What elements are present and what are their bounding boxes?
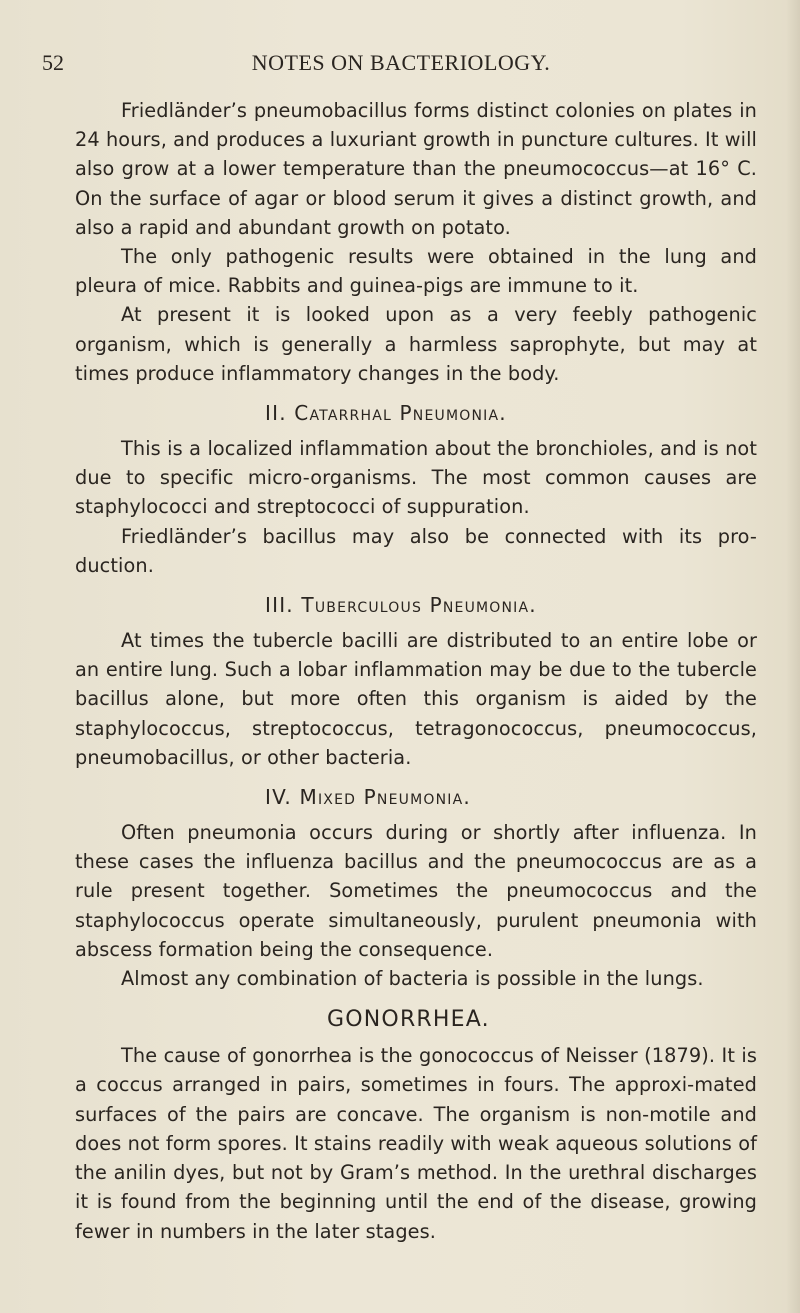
section-heading-mixed-pneumonia: IV. Mixed Pneumonia. xyxy=(265,785,471,810)
section-heading-catarrhal-pneumonia: II. Catarrhal Pneumonia. xyxy=(265,401,507,426)
paragraph: This is a localized inflammation about the bronchioles, and is not due to specific micro-organisms. The most common causes are staphylococci and streptococci of suppuration. xyxy=(75,437,757,519)
paragraph: At present it is looked upon as a very feebly pathogenic organism, which is generally a harmless saprophyte, but may at times produce inflammatory changes in the body. xyxy=(75,303,757,385)
paragraph: Friedländer’s pneumobacillus forms distinct colonies on plates in 24 hours, and produces a luxuriant growth in puncture cultures. It will also grow at a lower temperature than the pneumococcus—at 16° C. On the surface of agar or blood serum it gives a distinct growth, and also a rapid and abundant growth on potato. xyxy=(75,99,757,239)
page-number: 52 xyxy=(42,50,64,75)
paragraph: The cause of gonorrhea is the gonococcus of Neisser (1879). It is a coccus arranged in pairs, sometimes in fours. The approxi-mated surfaces of the pairs are concave. The organism is non-motile and does not form spores. It stains readily with weak aqueous solutions of the anilin dyes, but not by Gram’s method. In the urethral discharges it is found from the beginning until the end of the disease, growing fewer in numbers in the later stages. xyxy=(75,1044,757,1243)
body-text xyxy=(75,96,757,1246)
paragraph: Almost any combination of bacteria is possible in the lungs. xyxy=(121,967,704,991)
paragraph: At times the tubercle bacilli are distributed to an entire lobe or an entire lung. Such a lobar inflammation may be due to the tubercle bacillus alone, but more often this organism is aided by the staphylococcus, streptococcus, tetragonococcus, pneumococcus, pneumobacillus, or other bacteria. xyxy=(75,629,757,769)
section-heading-tuberculous-pneumonia: III. Tuberculous Pneumonia. xyxy=(265,593,537,618)
paragraph: Often pneumonia occurs during or shortly after influenza. In these cases the influenza bacillus and the pneumococcus are as a rule present together. Sometimes the pneumococcus and the staphylococcus operate simultaneously, purulent pneumonia with abscess formation being the consequence. xyxy=(75,821,757,961)
chapter-heading-gonorrhea: GONORRHEA. xyxy=(327,1007,490,1033)
running-head: NOTES ON BACTERIOLOGY. xyxy=(251,50,551,75)
page-edge-shadow xyxy=(786,0,800,1313)
paragraph: Friedländer’s bacillus may also be connected with its pro-duction. xyxy=(75,524,757,577)
page-header xyxy=(42,50,760,84)
paragraph: The only pathogenic results were obtained in the lung and pleura of mice. Rabbits and guinea-pigs are immune to it. xyxy=(75,245,757,298)
